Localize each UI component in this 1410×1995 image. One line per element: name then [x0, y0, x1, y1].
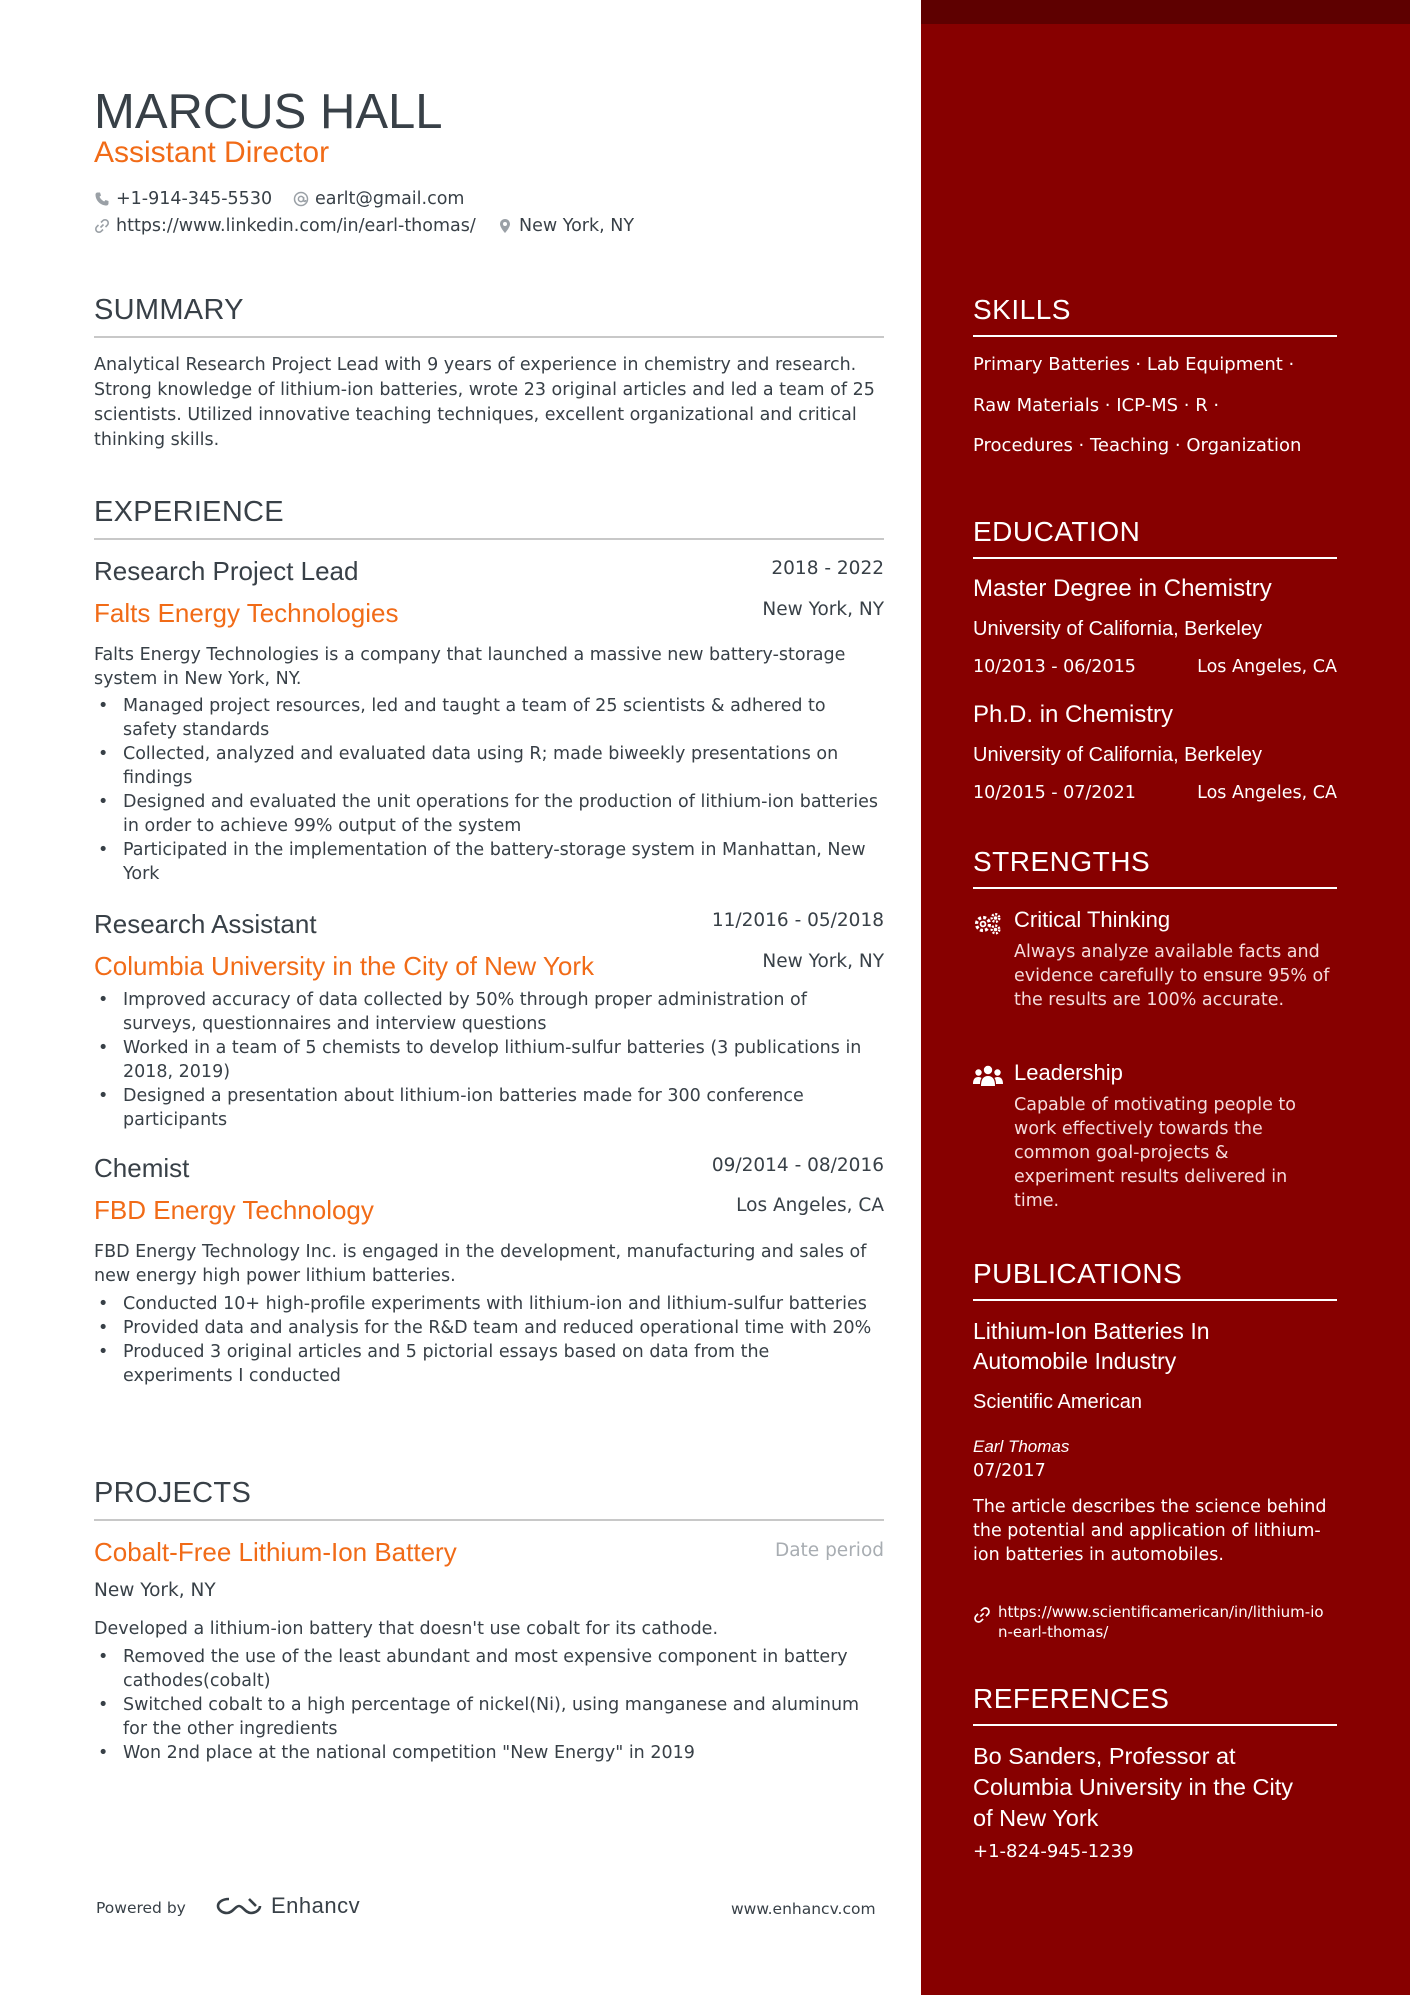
- list-item: • Managed project resources, led and taught a team of 25 scientists & adhered to safety standards: [94, 694, 884, 742]
- experience-heading: EXPERIENCE: [94, 496, 884, 540]
- list-item: • Designed a presentation about lithium-ion batteries made for 300 conference participants: [94, 1084, 884, 1132]
- job-location: Los Angeles, CA: [736, 1195, 884, 1216]
- users-icon: [973, 1064, 1003, 1088]
- enhancv-brand: Enhancv: [271, 1893, 361, 1918]
- sidebar: [921, 0, 1410, 1995]
- gears-icon: [973, 911, 1003, 935]
- education-school: University of California, Berkeley: [973, 618, 1262, 640]
- sidebar-top-bar: [921, 0, 1410, 24]
- list-item: • Improved accuracy of data collected by 50% through proper administration of surveys, questionnaires and interview questions: [94, 988, 884, 1036]
- job-title: Chemist: [94, 1153, 190, 1183]
- projects-heading: PROJECTS: [94, 1477, 884, 1521]
- contact-location: [497, 216, 634, 236]
- education-school: University of California, Berkeley: [973, 744, 1262, 766]
- skills-line: Primary Batteries · Lab Equipment ·: [973, 354, 1295, 375]
- strength-title: Critical Thinking: [1014, 907, 1171, 932]
- enhancv-logo[interactable]: [215, 1893, 360, 1919]
- reference-name: Bo Sanders, Professor at Columbia University in the City of New York: [973, 1743, 1293, 1831]
- education-meta: [973, 657, 1337, 677]
- job-description: Falts Energy Technologies is a company that launched a massive new battery-storage system in New York, NY.: [94, 645, 846, 689]
- job-location: New York, NY: [762, 599, 884, 620]
- education-dates: 10/2013 - 06/2015: [973, 657, 1136, 677]
- phone-icon: [94, 191, 110, 207]
- strength-title: Leadership: [1014, 1060, 1123, 1085]
- list-item: • Switched cobalt to a high percentage of nickel(Ni), using manganese and aluminum for the other ingredients: [94, 1693, 884, 1741]
- list-item: • Participated in the implementation of the battery-storage system in Manhattan, New York: [94, 838, 884, 886]
- enhancv-logo-icon: [215, 1894, 263, 1918]
- publication-link-text[interactable]: https://www.scientificamerican/in/lithium-ion-earl-thomas/: [998, 1603, 1324, 1641]
- email-text: earlt@gmail.com: [315, 189, 465, 209]
- job-date: 2018 - 2022: [771, 558, 884, 579]
- job-title: Research Assistant: [94, 909, 317, 939]
- publications-heading: PUBLICATIONS: [973, 1258, 1337, 1301]
- education-degree: Ph.D. in Chemistry: [973, 701, 1174, 728]
- publication-title: Lithium-Ion Batteries In Automobile Industry: [973, 1318, 1210, 1374]
- publication-description: The article describes the science behind the potential and application of lithium-ion batteries in automobiles.: [973, 1497, 1327, 1565]
- summary-text: Analytical Research Project Lead with 9 years of experience in chemistry and research. Strong knowledge of lithium-ion batteries, wrote 23 original articles and led a team of 25 scientists. Utilized innovative teaching techniques, excellent organizational and critical thinking skills.: [94, 355, 875, 450]
- job-date: 11/2016 - 05/2018: [711, 910, 884, 931]
- publication-date: 07/2017: [973, 1461, 1046, 1481]
- list-item: • Won 2nd place at the national competition "New Energy" in 2019: [94, 1741, 884, 1765]
- job-company: FBD Energy Technology: [94, 1195, 374, 1225]
- summary-heading: SUMMARY: [94, 294, 884, 338]
- publication-author: Earl Thomas: [973, 1437, 1070, 1456]
- references-heading: REFERENCES: [973, 1683, 1337, 1726]
- location-text: New York, NY: [519, 216, 635, 236]
- contact-linkedin: [94, 216, 476, 236]
- linkedin-text[interactable]: https://www.linkedin.com/in/earl-thomas/: [116, 216, 476, 236]
- project-description: Developed a lithium-ion battery that doesn't use cobalt for its cathode.: [94, 1619, 719, 1639]
- job-description: FBD Energy Technology Inc. is engaged in the development, manufacturing and sales of new energy high power lithium batteries.: [94, 1242, 867, 1286]
- contact-phone: [94, 189, 272, 209]
- candidate-name: MARCUS HALL: [94, 85, 443, 139]
- job-title: Research Project Lead: [94, 556, 359, 586]
- skills-line: Procedures · Teaching · Organization: [973, 435, 1302, 456]
- education-dates: 10/2015 - 07/2021: [973, 783, 1136, 803]
- education-location: Los Angeles, CA: [1197, 657, 1337, 677]
- project-location: New York, NY: [94, 1580, 216, 1601]
- list-item: • Produced 3 original articles and 5 pictorial essays based on data from the experiments I conducted: [94, 1340, 884, 1388]
- project-bullets: [94, 1645, 884, 1765]
- strength-description: Capable of motivating people to work effectively towards the common goal-projects & experiment results delivered in time.: [1014, 1095, 1296, 1211]
- job-location: New York, NY: [762, 951, 884, 972]
- candidate-role: Assistant Director: [94, 136, 330, 169]
- skills-heading: SKILLS: [973, 294, 1337, 337]
- list-item: • Worked in a team of 5 chemists to develop lithium-sulfur batteries (3 publications in 2018, 2019): [94, 1036, 884, 1084]
- link-icon: [973, 1606, 991, 1624]
- job-bullets: [94, 1292, 884, 1388]
- education-heading: EDUCATION: [973, 516, 1337, 559]
- list-item: • Removed the use of the least abundant and most expensive component in battery cathodes(cobalt): [94, 1645, 884, 1693]
- education-location: Los Angeles, CA: [1197, 783, 1337, 803]
- list-item: • Designed and evaluated the unit operations for the production of lithium-ion batteries in order to achieve 99% output of the system: [94, 790, 884, 838]
- location-pin-icon: [497, 218, 513, 234]
- list-item: • Provided data and analysis for the R&D team and reduced operational time with 20%: [94, 1316, 884, 1340]
- strength-description: Always analyze available facts and evidence carefully to ensure 95% of the results are 100% accurate.: [1014, 942, 1330, 1010]
- at-icon: [293, 191, 309, 207]
- footer-url[interactable]: www.enhancv.com: [731, 1900, 876, 1918]
- job-date: 09/2014 - 08/2016: [711, 1155, 884, 1176]
- project-title: Cobalt-Free Lithium-Ion Battery: [94, 1537, 457, 1567]
- strengths-heading: STRENGTHS: [973, 846, 1337, 889]
- education-meta: [973, 783, 1337, 803]
- skills-line: Raw Materials · ICP-MS · R ·: [973, 395, 1220, 416]
- phone-text: +1-914-345-5530: [116, 189, 273, 209]
- powered-by-label: Powered by: [96, 1899, 186, 1917]
- job-company: Falts Energy Technologies: [94, 598, 399, 628]
- contact-email: [293, 189, 464, 209]
- education-degree: Master Degree in Chemistry: [973, 575, 1272, 602]
- link-icon: [94, 218, 110, 234]
- job-company: Columbia University in the City of New York: [94, 951, 594, 981]
- job-bullets: [94, 988, 884, 1132]
- job-bullets: [94, 694, 884, 886]
- list-item: • Collected, analyzed and evaluated data using R; made biweekly presentations on findings: [94, 742, 884, 790]
- publication-source: Scientific American: [973, 1391, 1142, 1413]
- project-date: Date period: [774, 1540, 884, 1561]
- list-item: • Conducted 10+ high-profile experiments with lithium-ion and lithium-sulfur batteries: [94, 1292, 884, 1316]
- reference-phone: +1-824-945-1239: [973, 1841, 1134, 1862]
